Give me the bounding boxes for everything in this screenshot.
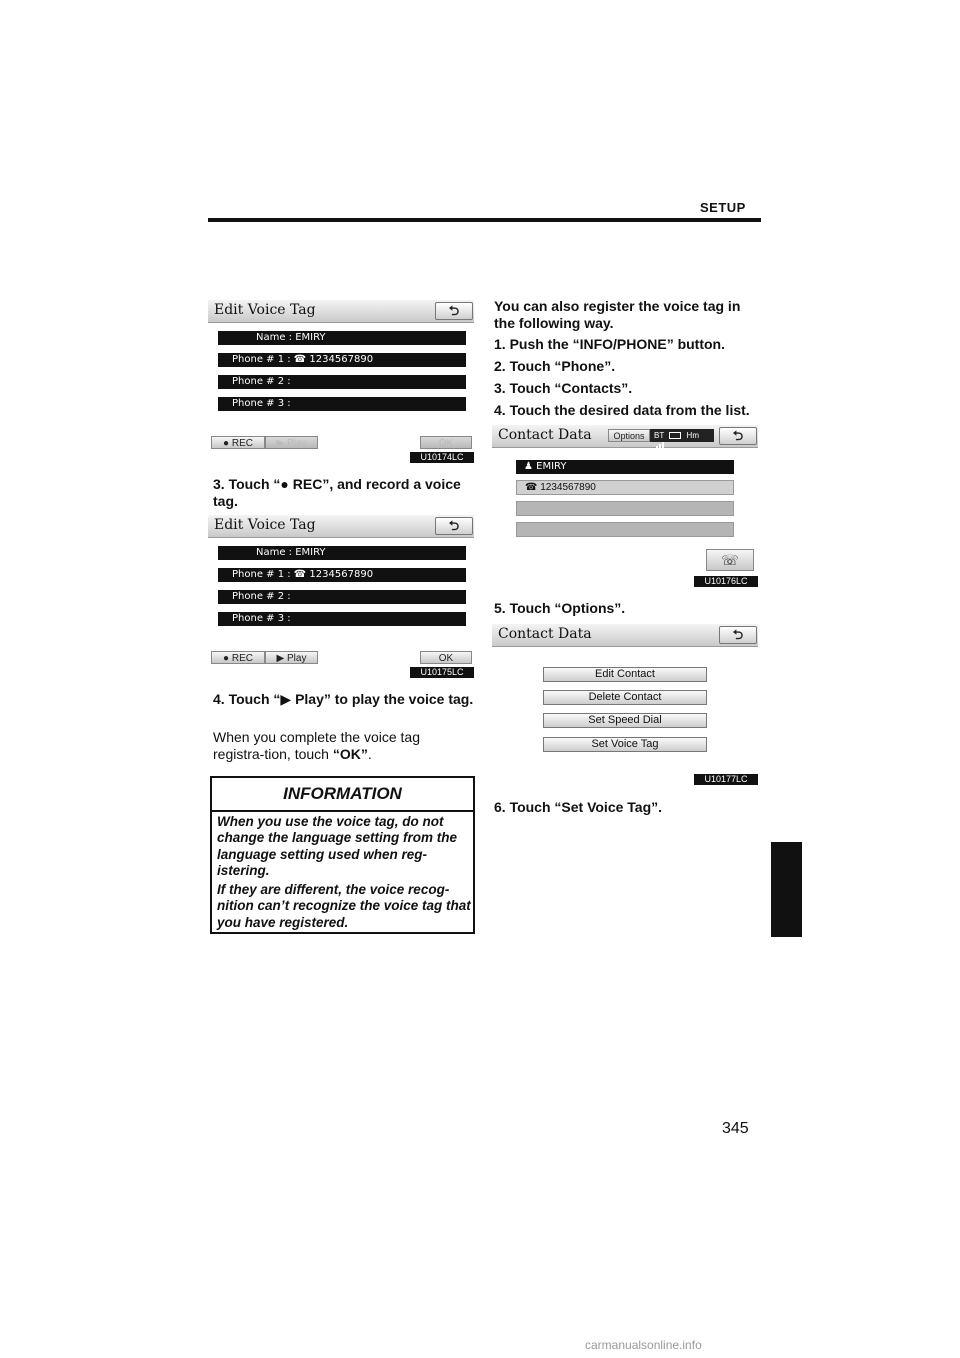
phone-1-row[interactable]: Phone # 1 : ☎ 1234567890 (218, 353, 466, 367)
rec-button[interactable]: ● REC (211, 651, 265, 664)
back-icon[interactable]: ⮌ (719, 626, 757, 644)
rec-button[interactable]: ● REC (211, 436, 265, 449)
information-paragraph-2: If they are different, the voice recog-nition can’t recognize the voice tag that you have registered. (217, 882, 471, 930)
step-4-text: 4. Touch “▶ Play” to play the voice tag. (213, 691, 474, 707)
screen-titlebar (208, 515, 474, 538)
figure-code: U10175LC (410, 667, 474, 678)
call-button[interactable]: ☏ (706, 549, 754, 571)
header-rule (208, 218, 761, 222)
phone-2-row[interactable]: Phone # 2 : (218, 590, 466, 604)
back-icon[interactable]: ⮌ (719, 427, 757, 445)
battery-icon (669, 432, 681, 439)
alternative-intro: You can also register the voice tag in the following way. (494, 298, 741, 331)
play-button[interactable]: ▶ Play (265, 651, 318, 664)
screen-title: Contact Data (498, 626, 592, 642)
ok-button[interactable]: OK (420, 651, 472, 664)
delete-contact-button[interactable]: Delete Contact (543, 690, 707, 705)
contact-number-row[interactable]: ☎ 1234567890 (516, 480, 734, 495)
name-row[interactable]: Name : EMIRY (218, 546, 466, 560)
phone-3-row[interactable]: Phone # 3 : (218, 397, 466, 411)
edit-voice-tag-screen-2 (208, 515, 474, 679)
figure-code: U10177LC (694, 774, 758, 785)
phone-1-row[interactable]: Phone # 1 : ☎ 1234567890 (218, 568, 466, 582)
edit-voice-tag-screen-1 (208, 300, 474, 464)
screen-titlebar (492, 624, 758, 647)
bluetooth-icon: BT (654, 431, 665, 440)
section-title: SETUP (700, 200, 746, 215)
watermark: carmanualsonline.info (585, 1338, 702, 1352)
alt-step-1: 1. Push the “INFO/PHONE” button. (494, 336, 725, 352)
figure-code: U10174LC (410, 452, 474, 463)
alt-step-2: 2. Touch “Phone”. (494, 358, 616, 374)
name-row[interactable]: Name : EMIRY (218, 331, 466, 345)
information-divider (212, 810, 473, 812)
play-button[interactable]: ▶ Play (265, 436, 318, 449)
screen-titlebar (208, 300, 474, 323)
complete-instructions: When you complete the voice tag registra-tion, touch “OK”. (213, 729, 421, 762)
screen-title: Contact Data (498, 427, 592, 443)
step-6-text: 6. Touch “Set Voice Tag”. (494, 799, 663, 815)
screen-title: Edit Voice Tag (214, 517, 316, 533)
options-button[interactable]: Options (608, 429, 650, 442)
signal-icon (653, 442, 665, 455)
page-number: 345 (722, 1120, 749, 1137)
set-speed-dial-button[interactable]: Set Speed Dial (543, 713, 707, 728)
alt-step-3: 3. Touch “Contacts”. (494, 380, 633, 396)
phone-2-row[interactable]: Phone # 2 : (218, 375, 466, 389)
back-icon[interactable]: ⮌ (435, 517, 473, 535)
empty-row-1 (516, 501, 734, 516)
step-3-text: 3. Touch “● REC”, and record a voice tag. (213, 476, 461, 509)
figure-code: U10176LC (694, 576, 758, 587)
information-paragraph-1: When you use the voice tag, do not change the language setting from the language setting used when reg-istering. (217, 814, 458, 878)
status-bar (650, 429, 714, 442)
contact-options-screen (492, 624, 758, 788)
roaming-label: Hm (686, 431, 699, 440)
information-box (210, 776, 475, 934)
screen-titlebar (492, 425, 758, 448)
edit-contact-button[interactable]: Edit Contact (543, 667, 707, 682)
empty-row-2 (516, 522, 734, 537)
contact-data-screen (492, 425, 758, 589)
step-5-text: 5. Touch “Options”. (494, 600, 626, 616)
screen-title: Edit Voice Tag (214, 302, 316, 318)
set-voice-tag-button[interactable]: Set Voice Tag (543, 737, 707, 752)
chapter-tab (771, 842, 802, 937)
phone-3-row[interactable]: Phone # 3 : (218, 612, 466, 626)
back-icon[interactable]: ⮌ (435, 302, 473, 320)
ok-button[interactable]: OK (420, 436, 472, 449)
alt-step-4: 4. Touch the desired data from the list. (494, 402, 750, 418)
information-title: INFORMATION (283, 784, 402, 803)
contact-name-row[interactable]: ♟ EMIRY (516, 460, 734, 474)
signal-bars (653, 442, 665, 451)
